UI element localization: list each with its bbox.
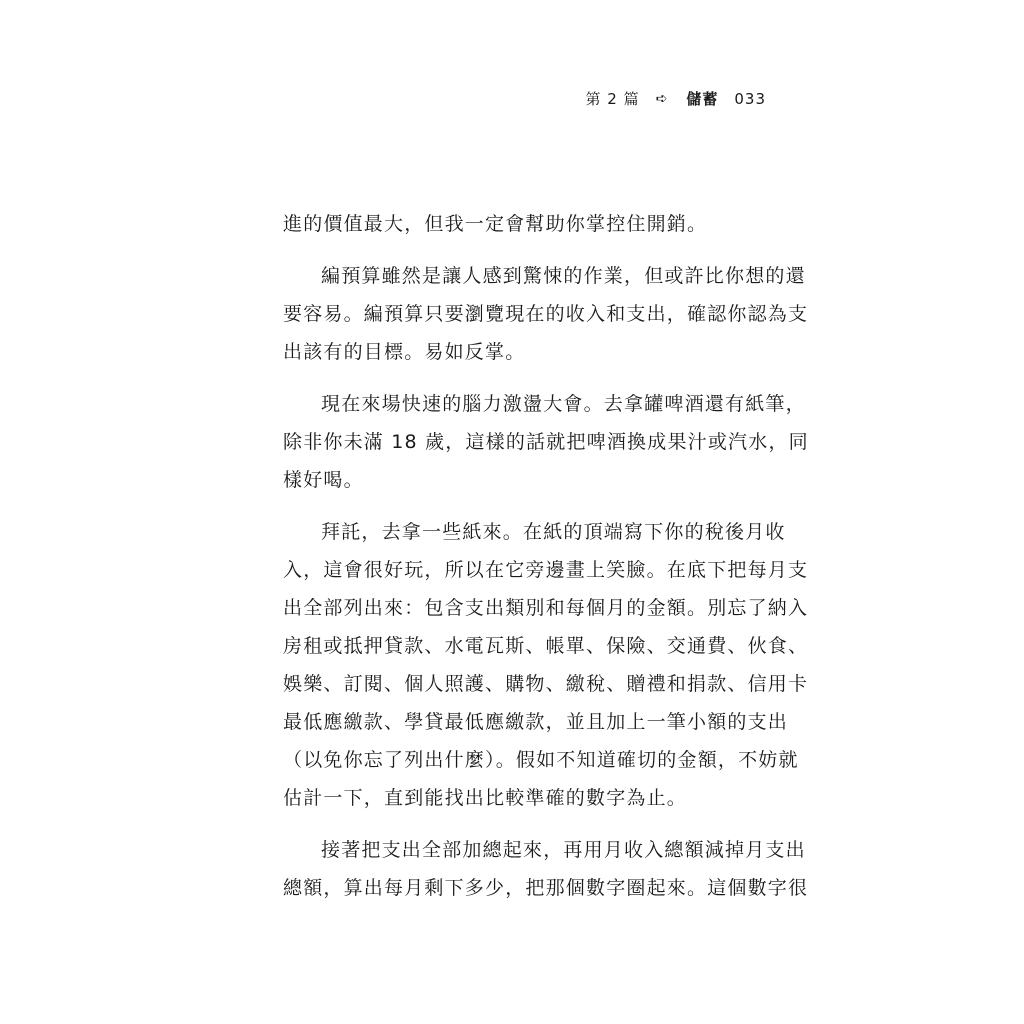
paragraph-1 — [283, 205, 773, 243]
chapter-title: 儲蓄 — [686, 90, 719, 108]
text-line: 最低應繳款、學貸最低應繳款，並且加上一筆小額的支出 — [283, 711, 789, 733]
text-line: 估計一下，直到能找出比較準確的數字為止。 — [283, 787, 688, 809]
text-line: 出該有的目標。易如反掌。 — [283, 341, 526, 363]
arrow-right-icon: ➪ — [655, 90, 669, 107]
text-line: 拜託，去拿一些紙來。在紙的頂端寫下你的稅後月收 — [321, 521, 786, 543]
body-text — [283, 205, 809, 921]
paragraph-3 — [283, 385, 809, 499]
text-line: 除非你未滿 18 歲，這樣的話就把啤酒換成果汁或汽水，同 — [283, 431, 809, 453]
page-number: 033 — [734, 89, 766, 108]
text-line: 總額，算出每月剩下多少，把那個數字圈起來。這個數字很 — [283, 877, 809, 899]
part-label: 第 2 篇 — [585, 90, 640, 108]
text-line: 接著把支出全部加總起來，再用月收入總額減掉月支出 — [321, 839, 806, 861]
text-line: （以免你忘了列出什麼）。假如不知道確切的金額，不妨就 — [283, 749, 799, 771]
text-line: 編預算雖然是讓人感到驚悚的作業，但或許比你想的還 — [321, 265, 806, 287]
text-line: 娛樂、訂閱、個人照護、購物、繳稅、贈禮和捐款、信用卡 — [283, 673, 809, 695]
text-line: 進的價值最大，但我一定會幫助你掌控住開銷。 — [283, 213, 708, 235]
running-header — [586, 88, 766, 109]
paragraph-5 — [283, 831, 809, 907]
paragraph-4 — [283, 513, 809, 817]
text-line: 入，這會很好玩，所以在它旁邊畫上笑臉。在底下把每月支 — [283, 559, 809, 581]
text-line: 樣好喝。 — [283, 469, 364, 491]
text-line: 現在來場快速的腦力激盪大會。去拿罐啤酒還有紙筆， — [321, 393, 806, 415]
text-line: 要容易。編預算只要瀏覽現在的收入和支出，確認你認為支 — [283, 303, 809, 325]
text-line: 房租或抵押貸款、水電瓦斯、帳單、保險、交通費、伙食、 — [283, 635, 809, 657]
paragraph-2 — [283, 257, 809, 371]
text-line: 出全部列出來：包含支出類別和每個月的金額。別忘了納入 — [283, 597, 809, 619]
